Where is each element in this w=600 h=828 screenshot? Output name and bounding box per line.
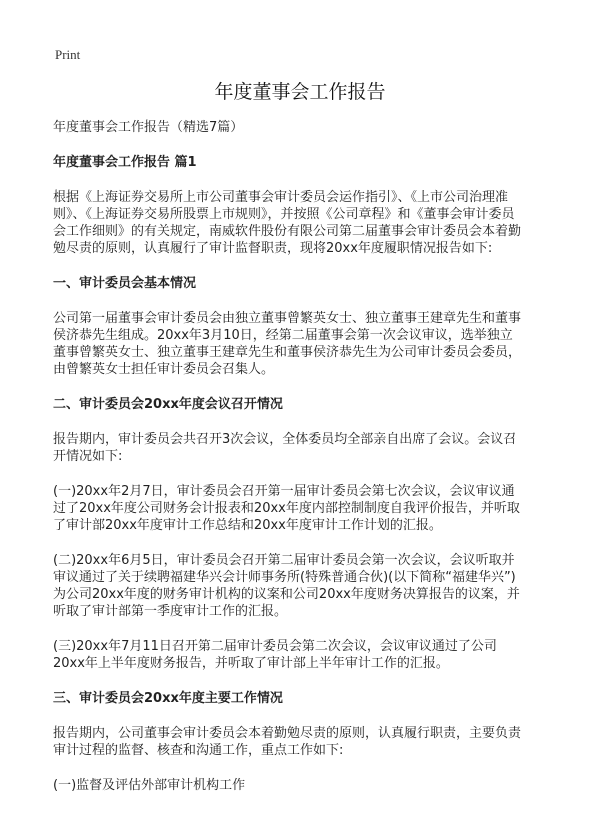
section-heading: 年度董事会工作报告 篇1 [53,155,197,170]
section-heading: 一、审计委员会基本情况 [53,276,197,291]
section-heading: 二、审计委员会20xx年度会议召开情况 [53,397,283,412]
paragraph: 报告期内，公司董事会审计委员会本着勤勉尽责的原则，认真履行职责，主要负责审计过程的监督、核查和沟通工作，重点工作如下: [53,726,522,758]
print-link[interactable]: Print [55,47,81,62]
paragraph: (一)20xx年2月7日，审计委员会召开第一届审计委员会第七次会议，会议审议通过了20xx年度公司财务会计报表和20xx年度内部控制制度自我评价报告，并听取了审计部20xx年度审计工作总结和20xx年度审计工作计划的汇报。 [53,484,520,533]
subtitle: 年度董事会工作报告（精选7篇） [53,120,244,135]
paragraph: (三)20xx年7月11日召开第二届审计委员会第二次会议，会议审议通过了公司20xx年上半年度财务报告，并听取了审计部上半年审计工作的汇报。 [53,639,497,671]
document-blocks [53,154,525,794]
paragraph: (二)20xx年6月5日，审计委员会召开第二届审计委员会第一次会议，会议听取并审议通过了关于续聘福建华兴会计师事务所(特殊普通合伙)(以下简称“福建华兴”)为公司20xx年度的财务审计机构的议案和公司20xx年度财务决算报告的议案，并听取了审计部第一季度审计工作的汇报。 [53,553,520,619]
section-heading: 三、审计委员会20xx年度主要工作情况 [53,691,283,706]
page-title: 年度董事会工作报告 [214,81,386,103]
paragraph: 根据《上海证券交易所上市公司董事会审计委员会运作指引》、《上市公司治理准则》、《上海证券交易所股票上市规则》，并按照《公司章程》和《董事会审计委员会工作细则》的有关规定，南威软件股份有限公司第二届董事会审计委员会本着勤勉尽责的原则，认真履行了审计监督职责，现将20xx年度履职情况报告如下: [53,190,522,256]
paragraph: 公司第一届董事会审计委员会由独立董事曾繁英女士、独立董事王建章先生和董事侯济恭先生组成。20xx年3月10日，经第二届董事会第一次会议审议，选举独立董事曾繁英女士、独立董事王建章先生和董事侯济恭先生为公司审计委员会委员，由曾繁英女士担任审计委员会召集人。 [53,311,522,377]
paragraph: 报告期内，审计委员会共召开3次会议，全体委员均全部亲自出席了会议。会议召开情况如下: [53,432,517,464]
document-body [53,119,525,812]
paragraph: (一)监督及评估外部审计机构工作 [53,778,246,793]
